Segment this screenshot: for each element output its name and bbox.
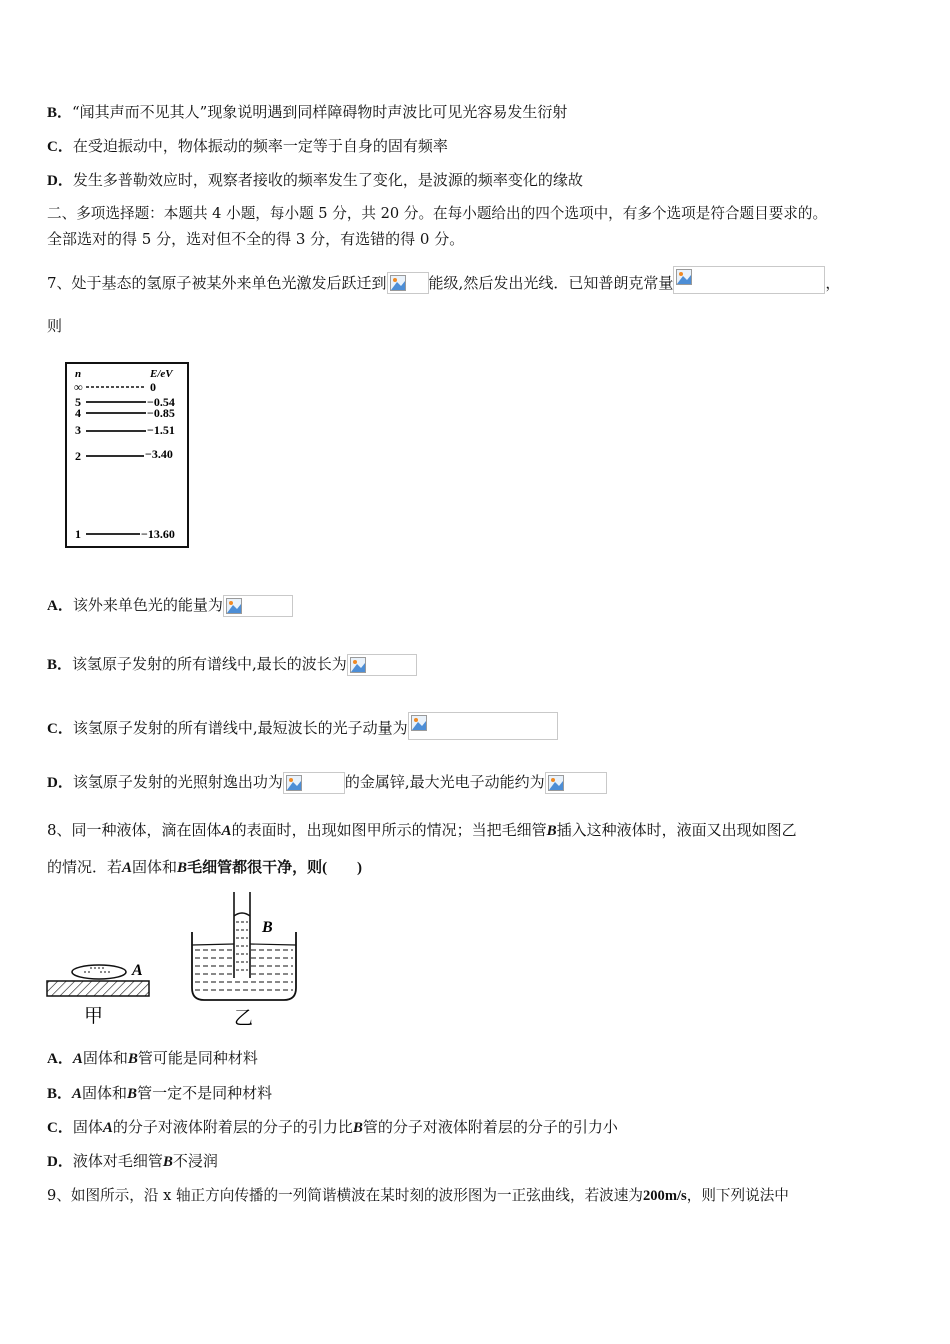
q7-option-c: C．该氢原子发射的所有谱线中,最短波长的光子动量为 — [47, 712, 558, 740]
diagram-level-4-e: −0.85 — [147, 406, 175, 420]
section2-heading: 二、多项选择题：本题共 4 小题，每小题 5 分，共 20 分。在每小题给出的四个选项中，有多个选项是符合题目要求的。 — [47, 205, 828, 222]
energy-level-diagram — [62, 360, 194, 552]
figure-jia — [44, 952, 154, 1032]
diagram-level-2-e: −3.40 — [145, 447, 173, 461]
q8-option-a: A．A固体和B管可能是同种材料 — [47, 1049, 258, 1067]
q7-option-b: B．该氢原子发射的所有谱线中,最长的波长为 — [47, 653, 417, 676]
diagram-level-inf-e: 0 — [150, 380, 156, 394]
figure-label-jia: 甲 — [84, 1005, 104, 1027]
q8-stem-line1: 8、同一种液体，滴在固体A的表面时，出现如图甲所示的情况；当把毛细管B插入这种液体时，液面又出现如图乙 — [47, 821, 797, 839]
q8-option-c: C．固体A的分子对液体附着层的分子的引力比B管的分子对液体附着层的分子的引力小 — [47, 1118, 618, 1136]
diagram-e-header: E/eV — [150, 368, 173, 380]
broken-image-icon — [347, 654, 417, 676]
q8-stem-line2: 的情况．若A固体和B毛细管都很干净，则( ) — [47, 858, 363, 876]
broken-image-icon — [387, 272, 429, 294]
broken-image-icon — [223, 595, 293, 617]
q6-option-b: B．“闻其声而不见其人”现象说明遇到同样障碍物时声波比可见光容易发生衍射 — [47, 103, 568, 121]
q7-stem: 7、处于基态的氢原子被某外来单色光激发后跃迁到 能级,然后发出光线．已知普朗克常量 ， — [47, 266, 840, 294]
figure-yi — [186, 890, 306, 1030]
figure-label-a: A — [132, 962, 143, 979]
diagram-level-3-n: 3 — [75, 423, 81, 437]
diagram-level-1-e: −13.60 — [141, 527, 175, 541]
q7-stem-then: 则 — [47, 317, 63, 335]
q9-stem: 9、如图所示，沿 x 轴正方向传播的一列简谐横波在某时刻的波形图为一正弦曲线，若波速为200m/s，则下列说法中 — [47, 1187, 789, 1204]
broken-image-icon — [408, 712, 558, 740]
figure-label-b: B — [262, 919, 273, 936]
broken-image-icon — [283, 772, 345, 794]
diagram-level-2-n: 2 — [75, 449, 81, 463]
diagram-level-5-n: 5 — [75, 395, 81, 409]
q6-option-c: C．在受迫振动中，物体振动的频率一定等于自身的固有频率 — [47, 137, 448, 155]
diagram-n-header: n — [75, 368, 82, 380]
diagram-level-4-n: 4 — [75, 406, 81, 420]
q7-option-a: A．该外来单色光的能量为 — [47, 594, 293, 617]
diagram-level-3-e: −1.51 — [147, 423, 175, 437]
q7-option-d: D．该氢原子发射的光照射逸出功为 的金属锌,最大光电子动能约为 — [47, 771, 607, 794]
q6-option-d: D．发生多普勒效应时，观察者接收的频率发生了变化，是波源的频率变化的缘故 — [47, 171, 583, 189]
solid-a — [47, 981, 149, 996]
q8-option-d: D．液体对毛细管B不浸润 — [47, 1152, 218, 1170]
liquid-drop — [72, 965, 126, 979]
q8-option-b: B．A固体和B管一定不是同种材料 — [47, 1084, 273, 1102]
broken-image-icon — [673, 266, 825, 294]
section2-heading-cont: 全部选对的得 5 分，选对但不全的得 3 分，有选错的得 0 分。 — [47, 230, 465, 248]
broken-image-icon — [545, 772, 607, 794]
diagram-level-5-e: −0.54 — [147, 395, 175, 409]
diagram-level-inf-n: ∞ — [74, 380, 83, 394]
diagram-level-1-n: 1 — [75, 527, 81, 541]
figure-label-yi: 乙 — [234, 1007, 254, 1029]
